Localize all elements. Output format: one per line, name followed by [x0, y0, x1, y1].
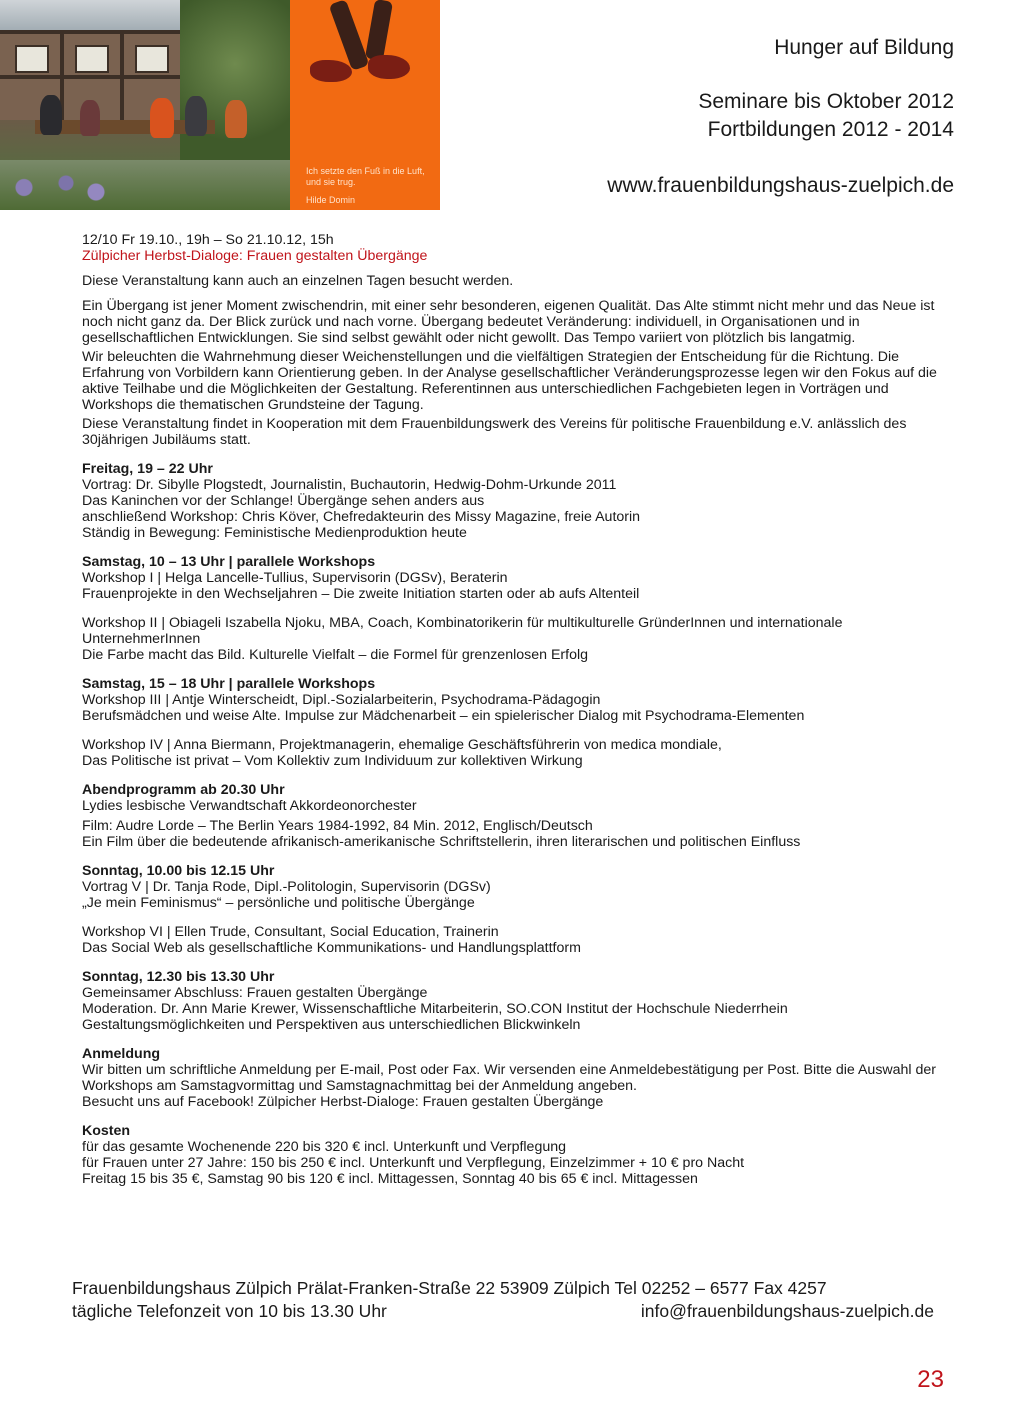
- intro-paragraph: Wir beleuchten die Wahrnehmung dieser Weichenstellungen und die vielfältigen Strategien der Entscheidung für die Richtung. Die Erfahrung von Vorbildern kann Orientierung geben. In der Analyse gesellschaftlicher Veränderungsprozesse legen wir den Fokus auf die aktive Teilhabe und die Möglichkeiten der Gestaltung. Referentinnen aus unterschiedlichen Fachgebieten legen in Vorträgen und Workshops die thematischen Grundsteine der Tagung.: [82, 349, 937, 413]
- header-subtitle-fortbildungen: Fortbildungen 2012 - 2014: [707, 118, 954, 141]
- orange-quote-image: [290, 0, 440, 210]
- schedule-line: Berufsmädchen und weise Alte. Impulse zur Mädchenarbeit – ein spielerischer Dialog mit Psychodrama-Elementen: [82, 708, 805, 724]
- event-title: Zülpicher Herbst-Dialoge: Frauen gestalten Übergänge: [82, 248, 428, 264]
- event-date: 12/10 Fr 19.10., 19h – So 21.10.12, 15h: [82, 232, 334, 248]
- schedule-line: Film: Audre Lorde – The Berlin Years 1984-1992, 84 Min. 2012, Englisch/Deutsch: [82, 818, 593, 834]
- costs-heading: Kosten: [82, 1123, 131, 1139]
- schedule-line: Workshop II | Obiageli Iszabella Njoku, MBA, Coach, Kombinatorikerin für multikulturelle GründerInnen und internationale UnternehmerInnen: [82, 615, 843, 647]
- footer-contact: [72, 1301, 934, 1322]
- schedule-line: Das Politische ist privat – Vom Kollektiv zum Individuum zur kollektiven Wirkung: [82, 753, 583, 769]
- cost-line: Freitag 15 bis 35 €, Samstag 90 bis 120 € incl. Mittagessen, Sonntag 40 bis 65 € incl. Mittagessen: [82, 1171, 698, 1187]
- schedule-line: Vortrag: Dr. Sibylle Plogstedt, Journalistin, Buchautorin, Hedwig-Dohm-Urkunde 2011: [82, 477, 617, 493]
- cost-line: für Frauen unter 27 Jahre: 150 bis 250 € incl. Unterkunft und Verpflegung, Einzelzimmer + 10 € pro Nacht: [82, 1155, 745, 1171]
- footer-address: [72, 1278, 934, 1299]
- event-note: Diese Veranstaltung kann auch an einzelnen Tagen besucht werden.: [82, 273, 514, 289]
- schedule-line: Gemeinsamer Abschluss: Frauen gestalten Übergänge: [82, 985, 428, 1001]
- registration-heading: Anmeldung: [82, 1046, 161, 1062]
- schedule-line: Workshop IV | Anna Biermann, Projektmanagerin, ehemalige Geschäftsführerin von medica mondiale,: [82, 737, 722, 753]
- image-quote: Ich setzte den Fuß in die Luft, und sie trug.: [306, 166, 425, 187]
- schedule-line: Workshop I | Helga Lancelle-Tullius, Supervisorin (DGSv), Beraterin: [82, 570, 508, 586]
- header-title: Hunger auf Bildung: [774, 36, 954, 59]
- footer-address-text: Frauenbildungshaus Zülpich Prälat-Franken-Straße 22 53909 Zülpich Tel 02252 – 6577 Fax 4257: [72, 1278, 827, 1298]
- schedule-line: Gestaltungsmöglichkeiten und Perspektiven aus unterschiedlichen Blickwinkeln: [82, 1017, 581, 1033]
- schedule-line: Das Kaninchen vor der Schlange! Übergänge sehen anders aus: [82, 493, 485, 509]
- intro-paragraph: Ein Übergang ist jener Moment zwischendrin, mit einer sehr besonderen, eigenen Qualität. Das Alte stimmt nicht mehr und das Neue ist noch nicht ganz da. Der Blick zurück und nach vorne. Übergang bedeutet Veränderung: individuell, in Organisationen und in gesellschaftlichen Entwicklungen. Sie sind selbst gewählt oder nicht gewollt. Das Tempo variiert von plötzlich bis langatmig.: [82, 298, 935, 346]
- schedule-line: Workshop VI | Ellen Trude, Consultant, Social Education, Trainerin: [82, 924, 499, 940]
- registration-text: Wir bitten um schriftliche Anmeldung per E-mail, Post oder Fax. Wir versenden eine Anmeldebestätigung per Post. Bitte die Auswahl der Workshops am Samstagvormittag und Samstagnachmittag bei der Anmeldung angeben.: [82, 1062, 937, 1094]
- page-number: 23: [917, 1366, 944, 1393]
- schedule-line: Workshop III | Antje Winterscheidt, Dipl.-Sozialarbeiterin, Psychodrama-Pädagogin: [82, 692, 601, 708]
- schedule-line: Moderation. Dr. Ann Marie Krewer, Wissenschaftliche Mitarbeiterin, SO.CON Institut der Hochschule Niederrhein: [82, 1001, 788, 1017]
- event-content: [82, 232, 962, 1187]
- schedule-line: anschließend Workshop: Chris Köver, Chefredakteurin des Missy Magazine, freie Autorin: [82, 509, 641, 525]
- schedule-line: Lydies lesbische Verwandtschaft Akkordeonorchester: [82, 798, 417, 814]
- footer-phone-hours: tägliche Telefonzeit von 10 bis 13.30 Uhr: [72, 1301, 387, 1321]
- evening-heading: Abendprogramm ab 20.30 Uhr: [82, 782, 285, 798]
- schedule-line: „Je mein Feminismus“ – persönliche und politische Übergänge: [82, 895, 475, 911]
- sunday-morning-heading: Sonntag, 10.00 bis 12.15 Uhr: [82, 863, 275, 879]
- schedule-line: Ständig in Bewegung: Feministische Medienproduktion heute: [82, 525, 467, 541]
- schedule-line: Vortrag V | Dr. Tanja Rode, Dipl.-Politologin, Supervisorin (DGSv): [82, 879, 491, 895]
- schedule-line: Die Farbe macht das Bild. Kulturelle Vielfalt – die Formel für grenzenlosen Erfolg: [82, 647, 589, 663]
- footer-email[interactable]: info@frauenbildungshaus-zuelpich.de: [640, 1301, 934, 1321]
- image-quote-author: Hilde Domin: [306, 195, 356, 205]
- saturday-afternoon-heading: Samstag, 15 – 18 Uhr | parallele Workshops: [82, 676, 376, 692]
- registration-facebook: Besucht uns auf Facebook! Zülpicher Herbst-Dialoge: Frauen gestalten Übergänge: [82, 1094, 604, 1110]
- schedule-line: Ein Film über die bedeutende afrikanisch-amerikanische Schriftstellerin, ihren literarischen und politischen Einfluss: [82, 834, 801, 850]
- saturday-morning-heading: Samstag, 10 – 13 Uhr | parallele Workshops: [82, 554, 376, 570]
- schedule-line: Das Social Web als gesellschaftliche Kommunikations- und Handlungsplattform: [82, 940, 581, 956]
- intro-paragraph: Diese Veranstaltung findet in Kooperation mit dem Frauenbildungswerk des Vereins für politische Frauenbildung e.V. anlässlich des 30jährigen Jubiläums statt.: [82, 416, 907, 448]
- header-website[interactable]: www.frauenbildungshaus-zuelpich.de: [607, 174, 954, 197]
- courtyard-photo: [0, 0, 290, 210]
- sunday-closing-heading: Sonntag, 12.30 bis 13.30 Uhr: [82, 969, 275, 985]
- header-subtitle-seminare: Seminare bis Oktober 2012: [698, 90, 954, 113]
- cost-line: für das gesamte Wochenende 220 bis 320 € incl. Unterkunft und Verpflegung: [82, 1139, 567, 1155]
- friday-heading: Freitag, 19 – 22 Uhr: [82, 461, 213, 477]
- schedule-line: Frauenprojekte in den Wechseljahren – Die zweite Initiation starten oder ab aufs Altenteil: [82, 586, 640, 602]
